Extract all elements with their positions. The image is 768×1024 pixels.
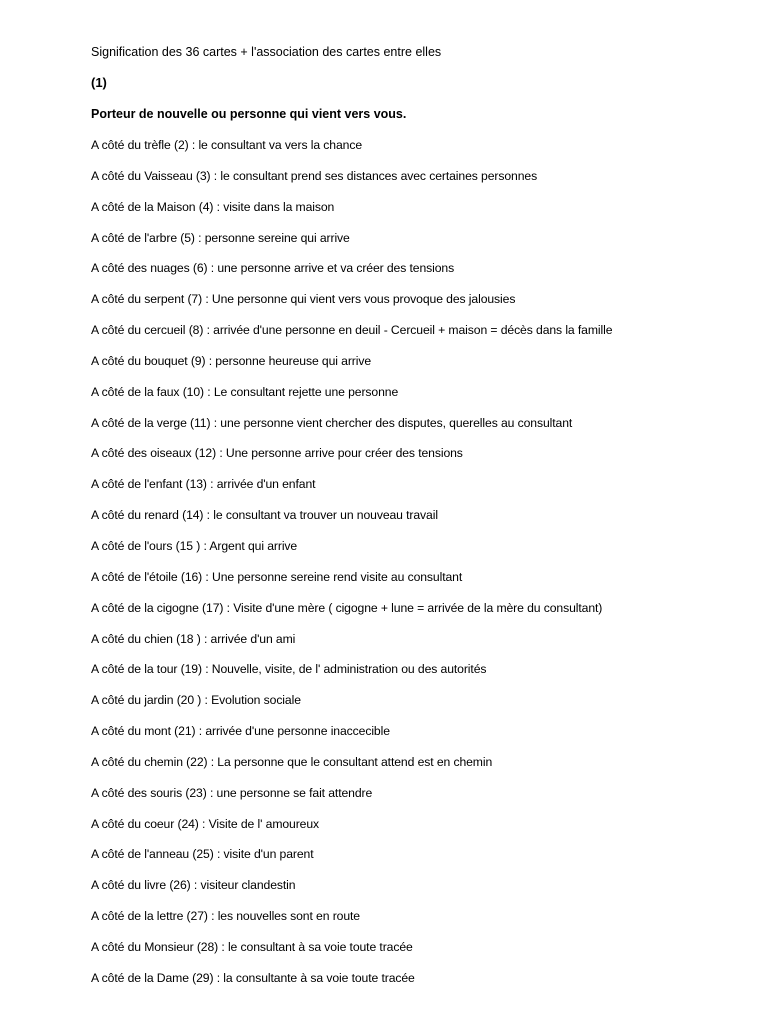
association-item: A côté du mont (21) : arrivée d'une personne inaccecible	[91, 724, 390, 739]
association-item: A côté du trèfle (2) : le consultant va vers la chance	[91, 138, 362, 152]
document-title: Signification des 36 cartes + l'association des cartes entre elles	[91, 45, 442, 59]
association-item: A côté du bouquet (9) : personne heureuse qui arrive	[91, 353, 372, 368]
association-item: A côté de l'étoile (16) : Une personne sereine rend visite au consultant	[91, 569, 463, 584]
association-item: A côté des oiseaux (12) : Une personne arrive pour créer des tensions	[91, 446, 463, 461]
association-item: A côté du Monsieur (28) : le consultant à sa voie toute tracée	[91, 939, 413, 954]
association-item: A côté du jardin (20 ) : Evolution sociale	[91, 693, 301, 708]
association-item: A côté de l'ours (15 ) : Argent qui arrive	[91, 538, 298, 553]
association-item: A côté de la cigogne (17) : Visite d'une mère ( cigogne + lune = arrivée de la mère du consultant)	[91, 600, 603, 615]
association-item: A côté des souris (23) : une personne se fait attendre	[91, 785, 373, 800]
association-item: A côté du chemin (22) : La personne que le consultant attend est en chemin	[91, 754, 493, 769]
association-item: A côté de la lettre (27) : les nouvelles sont en route	[91, 909, 360, 924]
association-item: A côté du renard (14) : le consultant va trouver un nouveau travail	[91, 508, 438, 523]
association-item: A côté de l'enfant (13) : arrivée d'un enfant	[91, 477, 316, 492]
association-item: A côté de la faux (10) : Le consultant rejette une personne	[91, 384, 399, 399]
association-item: A côté du chien (18 ) : arrivée d'un ami	[91, 631, 296, 646]
association-item: A côté de la Dame (29) : la consultante à sa voie toute tracée	[91, 970, 415, 985]
association-item: A côté des nuages (6) : une personne arrive et va créer des tensions	[91, 261, 455, 276]
card-meaning: Porteur de nouvelle ou personne qui vient vers vous.	[91, 107, 407, 121]
association-item: A côté de l'arbre (5) : personne sereine qui arrive	[91, 230, 350, 245]
card-number: (1)	[91, 75, 107, 90]
association-item: A côté de la tour (19) : Nouvelle, visite, de l' administration ou des autorités	[91, 662, 487, 677]
association-item: A côté de l'anneau (25) : visite d'un parent	[91, 847, 314, 862]
association-item: A côté du coeur (24) : Visite de l' amoureux	[91, 816, 320, 831]
association-item: A côté du serpent (7) : Une personne qui vient vers vous provoque des jalousies	[91, 292, 516, 307]
association-item: A côté du Vaisseau (3) : le consultant prend ses distances avec certaines personnes	[91, 168, 538, 183]
association-item: A côté de la verge (11) : une personne vient chercher des disputes, querelles au consultant	[91, 415, 573, 430]
association-list	[91, 137, 751, 986]
document-page	[91, 44, 751, 1001]
association-item: A côté de la Maison (4) : visite dans la maison	[91, 199, 335, 214]
association-item: A côté du cercueil (8) : arrivée d'une personne en deuil - Cercueil + maison = décès dans la famille	[91, 323, 613, 338]
association-item: A côté du livre (26) : visiteur clandestin	[91, 878, 296, 893]
